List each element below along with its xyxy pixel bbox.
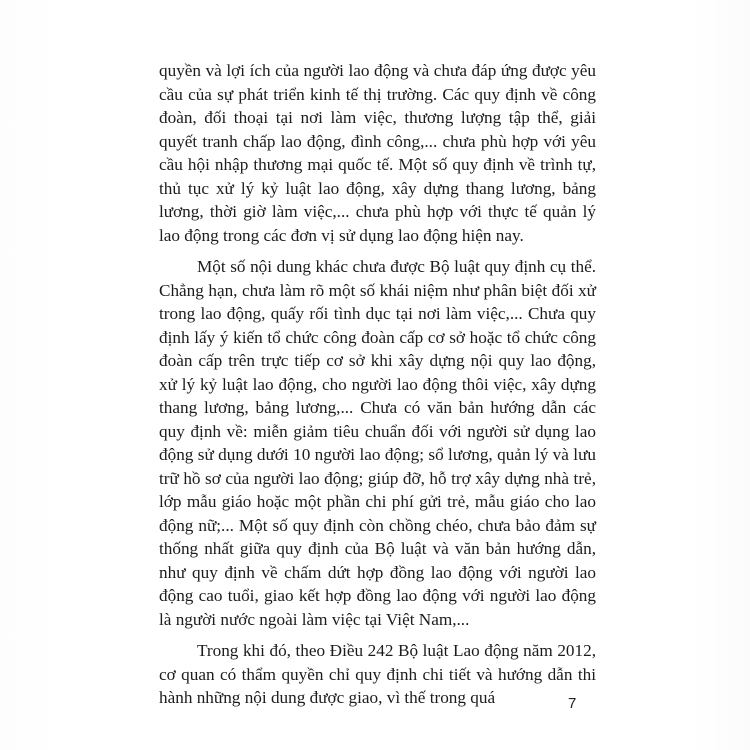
page-number: 7 bbox=[568, 695, 577, 712]
paragraph-3: Trong khi đó, theo Điều 242 Bộ luật Lao động năm 2012, cơ quan có thẩm quyền chỉ quy định chi tiết và hướng dẫn thi hành những nội dung được giao, vì thế trong quá bbox=[159, 641, 596, 707]
body-text bbox=[159, 59, 596, 710]
paragraph-2: Một số nội dung khác chưa được Bộ luật quy định cụ thể. Chẳng hạn, chưa làm rõ một số khái niệm như phân biệt đối xử trong lao động, quấy rối tình dục tại nơi làm việc,... Chưa quy định lấy ý kiến tổ chức công đoàn cấp cơ sở hoặc tổ chức công đoàn cấp trên trực tiếp cơ sở khi xây dựng nội quy lao động, xử lý kỷ luật lao động, cho người lao động thôi việc, xây dựng thang lương, bảng lương,... Chưa có văn bản hướng dẫn các quy định về: miễn giảm tiêu chuẩn đối với người sử dụng lao động sử dụng dưới 10 người lao động; sổ lương, quản lý và lưu trữ hồ sơ của người lao động; giúp đỡ, hỗ trợ xây dựng nhà trẻ, lớp mẫu giáo hoặc một phần chi phí gửi trẻ, mẫu giáo cho lao động nữ;... Một số quy định còn chồng chéo, chưa bảo đảm sự thống nhất giữa quy định của Bộ luật và văn bản hướng dẫn, như quy định về chấm dứt hợp đồng lao động với người lao động cao tuổi, giao kết hợp đồng lao động với người lao động là người nước ngoài làm việc tại Việt Nam,... bbox=[159, 257, 596, 629]
paragraph-1: quyền và lợi ích của người lao động và chưa đáp ứng được yêu cầu của sự phát triển kinh tế thị trường. Các quy định về công đoàn, đối thoại tại nơi làm việc, thương lượng tập thể, giải quyết tranh chấp lao động, đình công,... chưa phù hợp với yêu cầu hội nhập thương mại quốc tế. Một số quy định về trình tự, thủ tục xử lý kỷ luật lao động, xây dựng thang lương, bảng lương, thời giờ làm việc,... chưa phù hợp với thực tế quản lý lao động trong các đơn vị sử dụng lao động hiện nay. bbox=[159, 61, 596, 245]
